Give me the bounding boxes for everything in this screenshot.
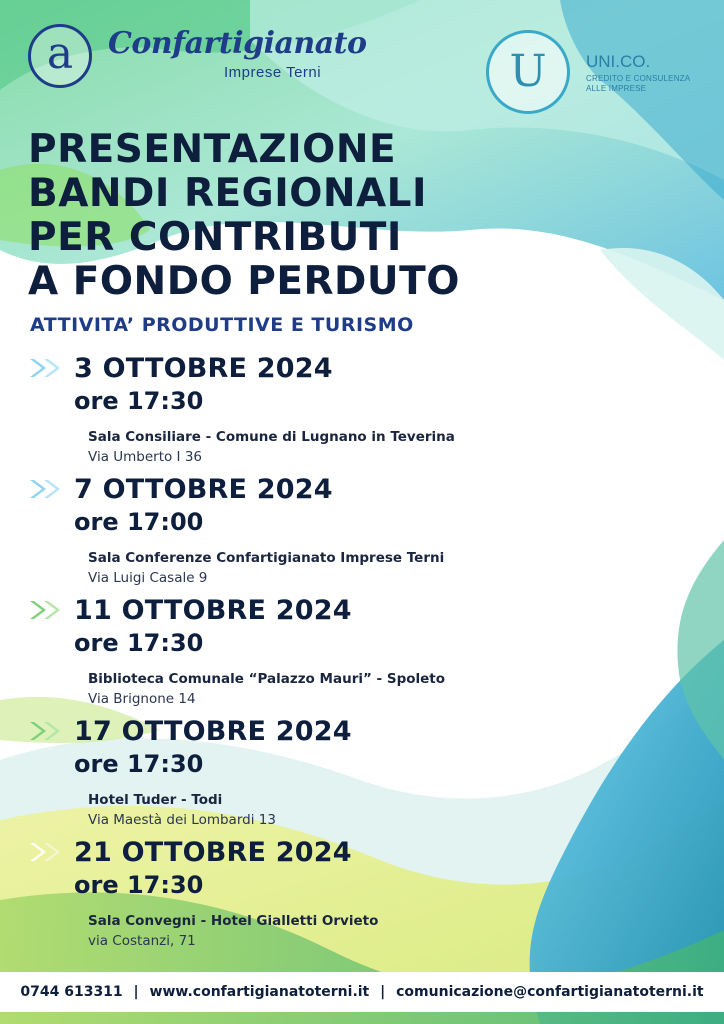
event-venue: Sala Conferenze Confartigianato Imprese Terni: [88, 550, 445, 566]
title-line-3: PER CONTRIBUTI: [28, 215, 402, 260]
unico-logo: [486, 30, 716, 114]
contact-footer: [0, 972, 724, 1012]
event-time: ore 17:30: [74, 871, 204, 899]
page-subtitle: ATTIVITA’ PRODUTTIVE E TURISMO: [30, 314, 414, 336]
event-venue: Sala Convegni - Hotel Gialletti Orvieto: [88, 913, 379, 929]
double-chevron-right-icon: [28, 720, 68, 742]
event-venue: Biblioteca Comunale “Palazzo Mauri” - Spoleto: [88, 671, 446, 687]
page-title: [28, 128, 460, 304]
event-time: ore 17:30: [74, 629, 204, 657]
event-address: Via Luigi Casale 9: [88, 570, 208, 586]
event-time: ore 17:30: [74, 387, 204, 415]
event-address: Via Maestà dei Lombardi 13: [88, 812, 276, 828]
unico-name: UNI.CO.: [586, 52, 651, 71]
double-chevron-right-icon: [28, 357, 68, 379]
event-item: [28, 474, 548, 596]
double-chevron-right-icon: [28, 841, 68, 863]
event-date: 11 OTTOBRE 2024: [74, 595, 352, 626]
footer-website-link[interactable]: www.confartigianatoterni.it: [149, 984, 370, 1000]
footer-email-link[interactable]: comunicazione@confartigianatoterni.it: [396, 984, 704, 1000]
footer-phone[interactable]: 0744 613311: [20, 984, 123, 1000]
confartigianato-emblem-letter: a: [46, 28, 74, 79]
confartigianato-logo: [28, 20, 368, 90]
event-date: 17 OTTOBRE 2024: [74, 716, 352, 747]
confartigianato-brand-name: Confartigianato: [108, 26, 367, 61]
event-time: ore 17:30: [74, 750, 204, 778]
title-line-4: A FONDO PERDUTO: [28, 259, 460, 304]
unico-ring-letter: U: [509, 46, 547, 97]
event-address: Via Brignone 14: [88, 691, 196, 707]
double-chevron-right-icon: [28, 599, 68, 621]
event-date: 3 OTTOBRE 2024: [74, 353, 333, 384]
event-item: [28, 595, 548, 717]
event-item: [28, 353, 548, 475]
event-time: ore 17:00: [74, 508, 204, 536]
event-venue: Hotel Tuder - Todi: [88, 792, 223, 808]
footer-separator: |: [133, 984, 139, 1000]
title-line-2: BANDI REGIONALI: [28, 171, 428, 216]
title-line-1: PRESENTAZIONE: [28, 127, 397, 172]
event-item: [28, 716, 548, 838]
event-item: [28, 837, 548, 959]
confartigianato-brand-sub: Imprese Terni: [224, 64, 322, 81]
unico-tagline-2: ALLE IMPRESE: [586, 84, 647, 93]
double-chevron-right-icon: [28, 478, 68, 500]
event-date: 7 OTTOBRE 2024: [74, 474, 333, 505]
event-date: 21 OTTOBRE 2024: [74, 837, 352, 868]
unico-tagline-1: CREDITO E CONSULENZA: [586, 74, 691, 83]
footer-separator: |: [380, 984, 386, 1000]
event-address: via Costanzi, 71: [88, 933, 196, 949]
event-venue: Sala Consiliare - Comune di Lugnano in Teverina: [88, 429, 455, 445]
event-address: Via Umberto I 36: [88, 449, 203, 465]
